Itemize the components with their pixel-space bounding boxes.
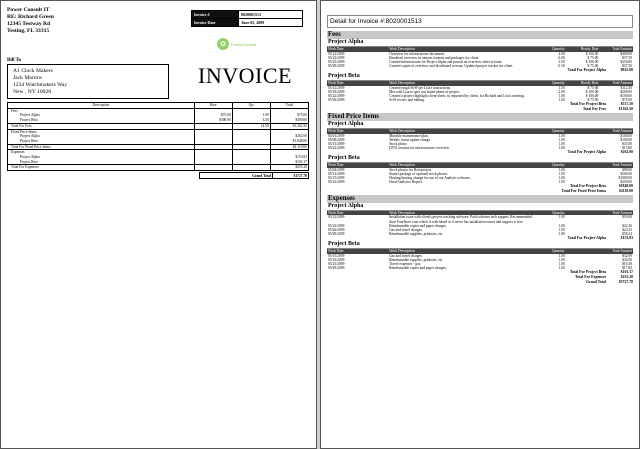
detail-total-label: Total For Project Beta: [569, 183, 607, 188]
detail-col-qty: Quantity: [535, 249, 566, 254]
detail-total-value: $537.50: [620, 101, 633, 106]
company-block: [7, 7, 54, 35]
detail-total-label: Total For Project Alpha: [567, 149, 607, 154]
invoice-number-label: Invoice #: [192, 11, 239, 19]
work-date: 05/12/2009: [328, 215, 345, 220]
quantity: 6.00: [558, 55, 565, 60]
detail-total-value: $255.20: [620, 274, 633, 279]
detail-col-desc: Work Description: [388, 163, 535, 168]
section-heading: Fixed Price Items: [327, 113, 633, 121]
detail-col-desc: Work Description: [388, 81, 535, 86]
detail-total-value: $262.00: [620, 149, 633, 154]
quantity: 1.00: [558, 257, 565, 262]
work-date: 05/29/2009: [328, 63, 345, 68]
quantity: 1.50: [558, 85, 565, 90]
detail-col-qty: Quantity: [535, 163, 566, 168]
summary-total: $75.00: [270, 113, 308, 118]
hourly-rate: $ 100.00: [585, 51, 599, 56]
summary-table: [7, 102, 309, 171]
work-description: Installation issue with client's project tracking software. Paid software tech support. Recommended their YourStore.com which is web based so it never has installation issues and support is free.: [389, 215, 532, 224]
hourly-rate: $ 75.00: [587, 63, 599, 68]
total-amount: $100.00: [620, 137, 632, 142]
summary-description: Total For Fees: [8, 123, 195, 129]
quantity: 1.00: [558, 261, 565, 266]
hourly-rate: $ 75.00: [587, 85, 599, 90]
detail-total-value: $3727.70: [618, 279, 633, 284]
summary-description: Project Beta: [8, 160, 195, 165]
work-description: Reimbursable supplies, printouts, etc.: [389, 231, 444, 236]
work-description: Met with Lisa to spec out future phase of project.: [389, 89, 461, 94]
summary-rate: $75.00: [194, 113, 232, 118]
quantity: 0.50: [558, 63, 565, 68]
quantity: 1.00: [558, 145, 565, 150]
company-name: Power Consult IT: [7, 7, 50, 13]
work-date: 05/29/2009: [328, 231, 345, 236]
detail-col-date: Work Date: [327, 249, 388, 254]
quantity: 1.00: [558, 167, 565, 172]
work-date: 05/15/2009: [328, 253, 345, 258]
quantity: 3.50: [558, 59, 565, 64]
summary-description: Project Alpha: [8, 113, 195, 118]
total-amount: $350.00: [620, 59, 632, 64]
detail-col-qty: Quantity: [535, 81, 566, 86]
grand-total-table: [199, 172, 309, 179]
work-date: 05/15/2009: [328, 175, 345, 180]
bill-to-line: Jack Marrow: [13, 75, 43, 81]
quantity: 1.00: [558, 175, 565, 180]
total-amount: $98.00: [622, 167, 632, 172]
detail-col-qty: Quantity: [535, 47, 566, 52]
logo-text: PowerConsult: [231, 41, 256, 47]
total-amount: $16.38: [622, 261, 632, 266]
detail-table: [327, 163, 633, 184]
grand-total-value: $3727.70: [273, 173, 309, 179]
total-amount: $200.00: [620, 89, 632, 94]
work-date: 05/22/2009: [328, 179, 345, 184]
summary-rate: [194, 165, 232, 171]
detail-col-qty: Quantity: [535, 211, 566, 216]
total-amount: $400.00: [620, 51, 632, 56]
detail-total-value: $825.00: [620, 67, 633, 72]
total-amount: $1000.00: [618, 175, 632, 180]
detail-col-amt: Total Amount: [599, 81, 633, 86]
detail-total-value: $1362.50: [618, 106, 633, 111]
detail-total-label: Total For Fixed Price Items: [561, 188, 607, 193]
work-date: 05/12/2009: [328, 171, 345, 176]
work-description: Created infrastructure for Project Alpha and passed on overview sheet to team.: [389, 59, 503, 64]
quantity: 1.00: [558, 93, 565, 98]
detail-total-value: $101.37: [620, 269, 633, 274]
work-description: Monthly maintenance plan.: [389, 133, 429, 138]
quantity: 1.00: [558, 223, 565, 228]
summary-description: Expenses: [8, 150, 195, 155]
detail-col-desc: Work Description: [388, 249, 535, 254]
detail-table: [327, 211, 633, 236]
summary-description: Total For Fixed Price Items: [8, 144, 195, 150]
work-date: 05/12/2009: [328, 85, 345, 90]
project-heading: Project Beta: [327, 73, 633, 81]
hourly-rate: $ 75.00: [587, 55, 599, 60]
company-street: 12345 Testway Rd: [7, 21, 51, 27]
detail-col-desc: Work Description: [388, 211, 535, 216]
work-date: 05/08/2009: [328, 137, 345, 142]
work-description: Stock photos for Beta project.: [389, 167, 433, 172]
invoice-date-value: June 02, 2009: [239, 19, 303, 27]
work-description: Starter package of optional stock photos.: [389, 171, 448, 176]
detail-total-row: [327, 189, 633, 194]
work-date: 05/23/2009: [328, 261, 345, 266]
bill-to-label: Bill To: [7, 58, 22, 63]
detail-total-label: Total For Project Alpha: [567, 235, 607, 240]
detail-col-date: Work Date: [327, 81, 388, 86]
work-date: 05/18/2009: [328, 89, 345, 94]
quantity: 1.00: [558, 141, 565, 146]
hourly-rate: [566, 215, 600, 223]
quantity: 1.00: [558, 231, 565, 236]
detail-total-label: Grand Total: [586, 279, 607, 284]
summary-description: Project Beta: [8, 139, 195, 144]
detail-col-qty: Quantity: [535, 129, 566, 134]
summary-description: Project Alpha: [8, 134, 195, 139]
detail-table: [327, 129, 633, 150]
quantity: 1.00: [558, 227, 565, 232]
work-description: Travel expenses - gas.: [389, 261, 421, 266]
detail-table: [327, 81, 633, 102]
detail-col-amt: Total Amount: [599, 47, 633, 52]
work-date: 05/22/2009: [328, 223, 345, 228]
project-heading: Project Beta: [327, 241, 633, 249]
work-date: 05/22/2009: [328, 145, 345, 150]
work-date: 05/25/2009: [328, 59, 345, 64]
detail-col-desc: Work Description: [388, 47, 535, 52]
quantity: 4.00: [558, 51, 565, 56]
work-date: 05/22/2009: [328, 55, 345, 60]
detail-col-date: Work Date: [327, 163, 388, 168]
summary-total: $255.20: [270, 165, 308, 171]
detail-total-value: $153.83: [620, 235, 633, 240]
summary-total: $101.37: [270, 160, 308, 165]
detail-total-row: [327, 107, 633, 112]
company-logo: [217, 37, 281, 51]
detail-col-amt: Total Amount: [599, 129, 633, 134]
summary-qty: 1.00: [232, 113, 270, 118]
work-description: Weekly status update charge.: [389, 137, 431, 142]
work-description: Final Analytics Report.: [389, 179, 423, 184]
work-description: Created rough SoW per Lisa's instructions.: [389, 85, 451, 90]
col-description: Description: [8, 103, 195, 109]
company-city: Testing, FL 33315: [7, 28, 50, 34]
company-re: RE: Richard Green: [7, 14, 54, 20]
total-amount: $34.56: [622, 257, 632, 262]
grand-total-label: Grand Total: [200, 173, 273, 179]
col-qty: Qty: [232, 103, 270, 109]
total-amount: $17.84: [622, 265, 632, 270]
total-amount: $22.26: [622, 223, 632, 228]
total-amount: $37.50: [622, 63, 632, 68]
summary-description: Total For Expenses: [8, 165, 195, 171]
work-description: Gas and travel charges.: [389, 253, 423, 258]
col-rate: Rate: [194, 103, 232, 109]
work-date: 05/30/2009: [328, 97, 345, 102]
summary-qty: 3.50: [232, 118, 270, 123]
project-heading: Project Alpha: [327, 121, 633, 129]
total-amount: $250.00: [620, 179, 632, 184]
total-amount: $32.99: [622, 253, 632, 258]
work-date: 05/22/2009: [328, 93, 345, 98]
work-date: 05/01/2009: [328, 133, 345, 138]
quantity: 1.00: [558, 253, 565, 258]
hourly-rate: $ 100.00: [585, 59, 599, 64]
total-amount: $47.00: [622, 141, 632, 146]
detail-total-label: Total For Expenses: [575, 274, 607, 279]
work-date: 05/04/2009: [328, 167, 345, 172]
hourly-rate: $ 100.00: [585, 89, 599, 94]
section-heading: Fees: [327, 31, 633, 39]
work-description: Gas and travel charges.: [389, 227, 423, 232]
detail-total-value: $1848.00: [618, 183, 633, 188]
detail-col-desc: Work Description: [388, 129, 535, 134]
detail-total-value: $2110.00: [618, 188, 633, 193]
invoice-date-label: Invoice Date: [192, 19, 239, 27]
total-amount: $500.00: [620, 171, 632, 176]
detail-total-label: Total For Project Beta: [569, 269, 607, 274]
detail-total-row: [327, 280, 633, 285]
detail-col-rate: Hourly Rate: [566, 81, 600, 86]
detail-total-label: Total For Fees: [582, 106, 607, 111]
work-date: 05/29/2009: [328, 265, 345, 270]
total-amount: $15.00: [622, 145, 632, 150]
detail-total-label: Total For Project Alpha: [567, 67, 607, 72]
detail-col-date: Work Date: [327, 211, 388, 216]
work-description: Reimbursable copier and paper charges.: [389, 265, 447, 270]
work-description: Created a project highlight client-sheet, as requested by client, for Richard and Lisa's meeting.: [389, 93, 525, 98]
summary-total: $153.83: [270, 155, 308, 160]
hourly-rate: $ 75.00: [587, 97, 599, 102]
project-heading: Project Beta: [327, 155, 633, 163]
summary-description: Project Alpha: [8, 155, 195, 160]
detail-table: [327, 47, 633, 68]
work-description: Reimbursable copier and paper charges.: [389, 223, 447, 228]
detail-col-date: Work Date: [327, 47, 388, 52]
quantity: 2.00: [558, 89, 565, 94]
summary-description: Fixed Price Items: [8, 129, 195, 134]
total-amount: $100.00: [620, 133, 632, 138]
bill-to-box: [7, 64, 169, 99]
invoice-meta-table: [191, 10, 303, 27]
work-description: SoW review and editing.: [389, 97, 425, 102]
invoice-detail-page: [320, 0, 640, 449]
detail-col-date: Work Date: [327, 129, 388, 134]
summary-qty: [232, 165, 270, 171]
work-description: DVD creation for infrastructure overview.: [389, 145, 450, 150]
work-date: 05/26/2009: [328, 227, 345, 232]
work-description: Overview for infrastructure document.: [389, 51, 445, 56]
invoice-summary-page: [0, 0, 317, 449]
invoice-number-value: 8020001513: [239, 11, 303, 19]
summary-rate: $300.00: [194, 118, 232, 123]
quantity: 1.00: [558, 137, 565, 142]
detail-col-amt: Total Amount: [599, 211, 633, 216]
detail-col-amt: Total Amount: [599, 163, 633, 168]
project-heading: Project Alpha: [327, 203, 633, 211]
summary-total: $262.00: [270, 134, 308, 139]
summary-description: Project Beta: [8, 118, 195, 123]
bill-to-line: New , NY 10028: [13, 89, 52, 95]
detail-col-amt: Total Amount: [599, 249, 633, 254]
quantity: 1.00: [558, 171, 565, 176]
quantity: 1.00: [558, 97, 565, 102]
work-description: Stock photo.: [389, 141, 408, 146]
total-amount: $58.34: [622, 231, 632, 236]
quantity: 1.00: [558, 265, 565, 270]
quantity: 1.00: [558, 179, 565, 184]
detail-title: Detail for Invoice #:8020001513: [327, 15, 633, 28]
work-description: Hosting/hosting change for use of our Analytic software.: [389, 175, 471, 180]
total-amount: $112.50: [620, 85, 632, 90]
summary-total: $1,362.50: [270, 123, 308, 129]
summary-total: $1,848.00: [270, 139, 308, 144]
detail-row: [327, 215, 633, 223]
summary-row: [8, 165, 309, 171]
work-description: Rendered overview in various formats and packages for client: [389, 55, 479, 60]
summary-total: $300.00: [270, 118, 308, 123]
total-amount: $50.00: [622, 215, 632, 220]
detail-col-rate: Hourly Rate: [566, 47, 600, 52]
total-amount: $100.00: [620, 93, 632, 98]
detail-total-label: Total For Project Beta: [569, 101, 607, 106]
section-heading: Expenses: [327, 195, 633, 203]
logo-icon: ✿: [217, 38, 229, 50]
total-amount: $37.50: [622, 55, 632, 60]
project-heading: Project Alpha: [327, 39, 633, 47]
work-date: 05/13/2009: [328, 141, 345, 146]
work-description: Created copies of overview and distributed to team. Updated project tracker for client.: [389, 63, 514, 68]
invoice-title: INVOICE: [198, 63, 292, 88]
quantity: 1.00: [558, 133, 565, 138]
bill-to-line: 1234 Watchmakers Way: [13, 82, 68, 88]
hourly-rate: $ 100.00: [585, 93, 599, 98]
work-date: 05/12/2009: [328, 51, 345, 56]
col-total: Total: [270, 103, 308, 109]
summary-qty: 14.50: [232, 123, 270, 129]
work-date: 05/16/2009: [328, 257, 345, 262]
total-amount: $23.23: [622, 227, 632, 232]
summary-description: Fees: [8, 108, 195, 113]
work-description: Reimbursable supplies, printouts, etc.: [389, 257, 444, 262]
detail-table: [327, 249, 633, 270]
bill-to-line: A1 Clock Makers: [13, 68, 53, 74]
total-amount: $75.00: [622, 97, 632, 102]
summary-total: $2,110.00: [270, 144, 308, 150]
detail-body: [327, 30, 633, 285]
quantity: 1.00: [558, 215, 565, 220]
